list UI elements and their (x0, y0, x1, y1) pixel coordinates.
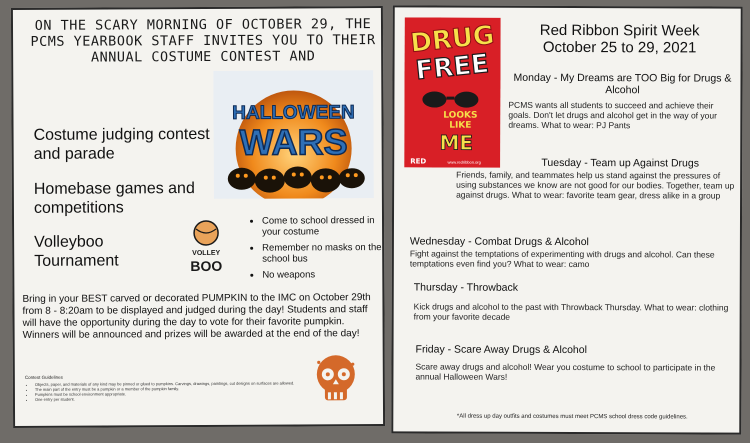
day-heading-tuesday: Tuesday - Team up Against Drugs (541, 156, 700, 170)
day-heading-wednesday: Wednesday - Combat Drugs & Alcohol (409, 235, 589, 249)
badge-like: LIKE (449, 120, 472, 131)
guideline-item: • Objects, paper, and materials of any kind may be pinned or glued to pumpkins. Carvings, drawings, paintings, cut designs on surfaces are allowed. (35, 380, 335, 387)
volleyboo-logo (184, 219, 228, 275)
day-body-tuesday: Friends, family, and teammates help us stand against the pressures of using substances we know are not good for our bodies. Together, team up against drugs. What to wear: favorite team gear, dress alike in a group (456, 169, 735, 201)
halloween-wars-logo (213, 70, 374, 199)
guideline-item: • The main part of the entry must be a pumpkin or a member of the pumpkin family. (35, 385, 335, 392)
rule-item: • No weapons (262, 269, 392, 281)
day-heading-thursday: Thursday - Throwback (413, 281, 519, 294)
halloween-logo-line1: HALLOWEEN (232, 102, 355, 124)
day-heading-friday: Friday - Scare Away Drugs & Alcohol (415, 343, 587, 357)
badge-me: ME (439, 130, 474, 155)
volleyboo-line1: VOLLEY (192, 249, 221, 258)
badge-free: FREE (414, 48, 491, 87)
title-line1: Red Ribbon Spirit Week (539, 21, 700, 40)
costume-contest-flyer (11, 6, 385, 428)
event-costume-judging: Costume judging contest and parade (33, 125, 210, 163)
halloween-logo-line2: WARS (239, 121, 348, 163)
day-body-wednesday: Fight against the temptations of experimenting with drugs and alcohol. Can these temptations even find you? What to wear: camo (409, 248, 715, 270)
guidelines-title: Contest Guidelines (24, 374, 63, 380)
pumpkin-contest-text: Bring in your BEST carved or decorated PUMPKIN to the IMC on October 29th from 8 - 8:20am to be displayed and judged during the day! Students and staff will have the opportunity during the day to vote for their favorite pumpkin. Winners will be announced and prizes will be awarded at the end of the day! (22, 292, 371, 341)
event-homebase-games: Homebase games and competitions (33, 180, 195, 217)
costume-rules-list (250, 215, 392, 286)
volleyboo-line2: BOO (190, 257, 223, 275)
day-body-thursday: Kick drugs and alcohol to the past with Throwback Thursday. What to wear: clothing from your favorite decade (413, 301, 729, 322)
guideline-item: • Pumpkins must be school environment appropriate. (35, 390, 335, 397)
badge-drug: DRUG (409, 20, 496, 59)
day-body-monday: PCMS wants all students to succeed and achieve their goals. Don't let drugs and alcohol get in the way of your dreams. What to wear: PJ Pants (508, 99, 717, 131)
event-volleyboo: Volleyboo Tournament (34, 233, 119, 270)
badge-corner: RED (410, 157, 427, 166)
guideline-item: • One entry per student. (35, 395, 335, 402)
red-ribbon-flyer (391, 5, 742, 434)
drug-free-badge (404, 17, 501, 167)
badge-url: www.redribbon.org (447, 159, 481, 165)
rule-item: • Come to school dressed in your costume (262, 215, 392, 238)
day-heading-monday: Monday - My Dreams are TOO Big for Drugs & Alcohol (513, 71, 732, 97)
rule-item: • Remember no masks on the school bus (262, 242, 392, 265)
flyer-header: ON THE SCARY MORNING OF OCTOBER 29, THE PCMS YEARBOOK STAFF INVITES YOU TO THEIR ANNUAL COSTUME CONTEST AND (30, 16, 376, 66)
day-body-friday: Scare away drugs and alcohol! Wear you costume to school to participate in the annual Halloween Wars! (415, 361, 716, 382)
title-line2: October 25 to 29, 2021 (542, 38, 697, 57)
spirit-week-title (505, 22, 735, 57)
skull-icon (311, 352, 361, 408)
dress-code-footnote: *All dress up day outfits and costumes must meet PCMS school dress code guidelines. (456, 413, 688, 421)
guidelines-list (25, 380, 335, 402)
badge-looks: LOOKS (443, 110, 478, 121)
